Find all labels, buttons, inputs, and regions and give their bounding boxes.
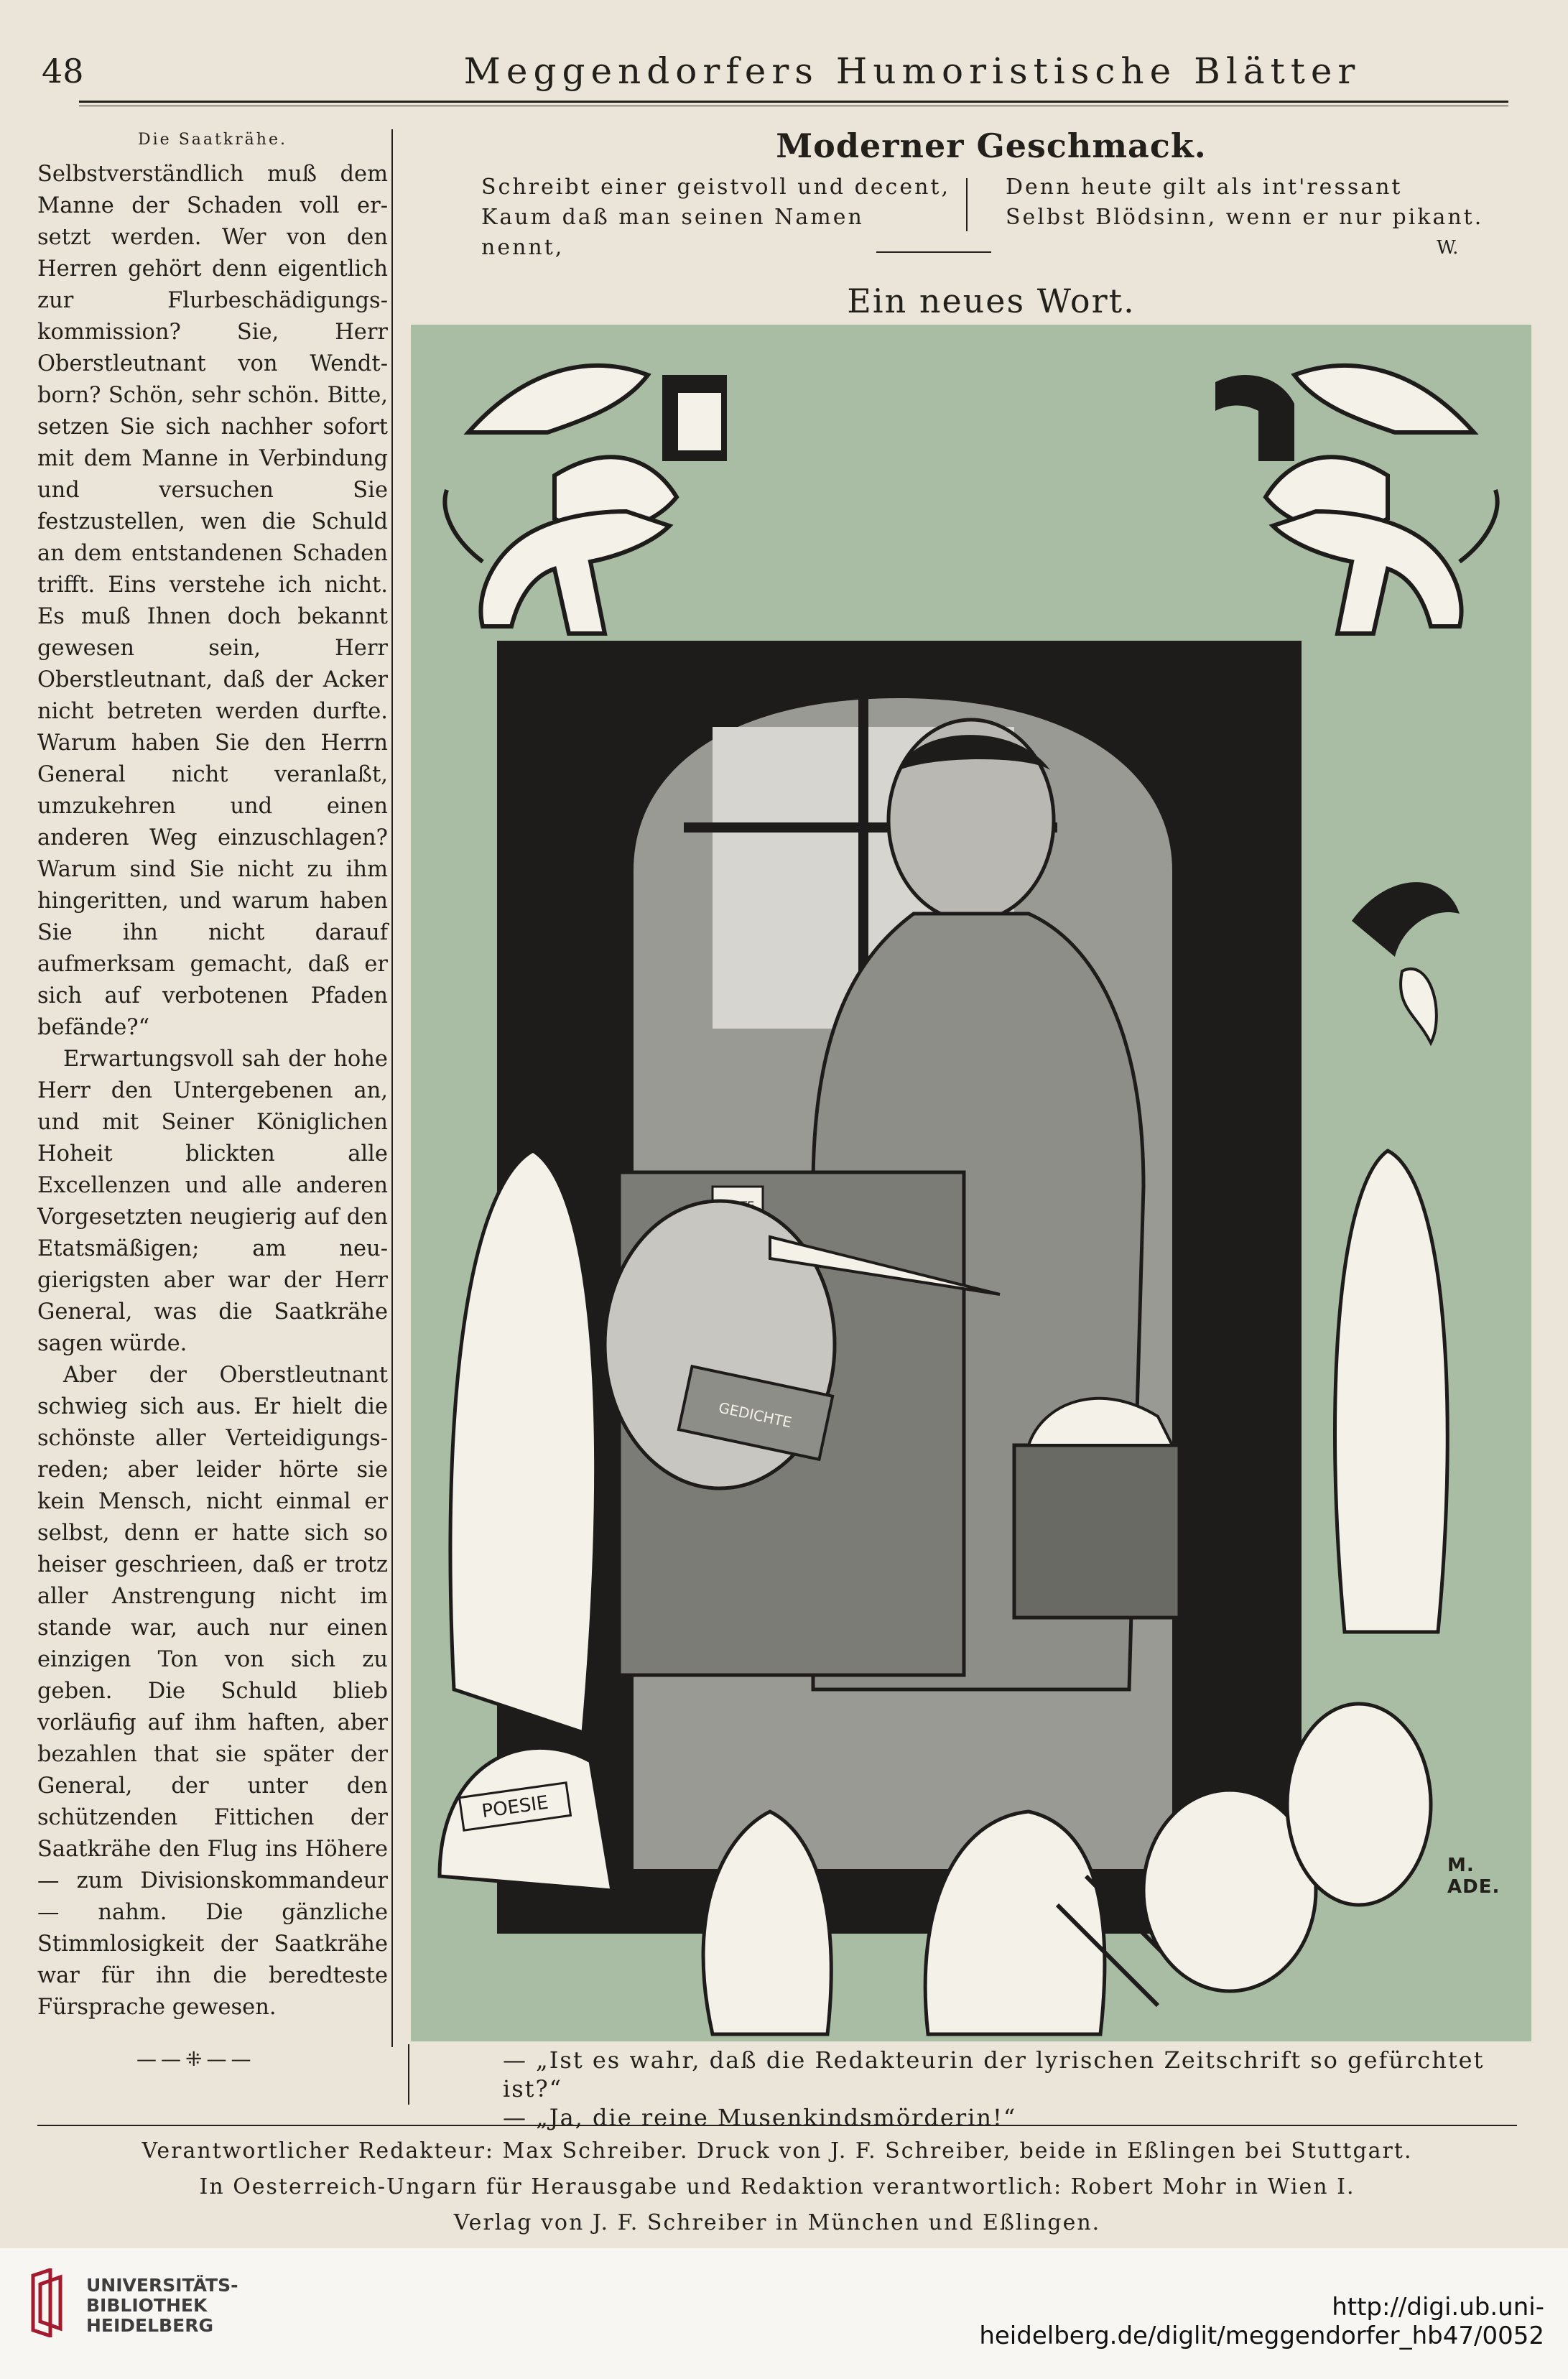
griffin-right [1266,366,1498,634]
caption-divider [408,2044,409,2105]
griffin-right-head [1215,375,1294,461]
poem-divider [966,178,968,231]
paragraph-3: Aber der Oberstleutnant schwieg sich aus. Er hielt die schönste aller Verteidigungsreden; aber leider hörte sie kein Mensch, nicht einmal er selbst, denn er hatte sich so heiser geschrieen, daß er trotz aller Anstrengung nicht im stande war, auch nur einen einzigen Ton von sich zu geben. Die Schuld blieb vorläufig auf ihm haften, aber bezahlen that sie später der General, der unter den schützenden Fittichen der Saatkrähe den Flug ins Höhere — zum Divisionskommandeur — nahm. Die gänzliche Stimmlosigkeit der Saatkrähe war für ihn die beredteste Fürsprache gewesen. [37,1363,388,2020]
section-end-ornament: ——⁜—— [136,2047,256,2071]
short-rule [876,251,991,253]
waste-basket [1014,1445,1179,1618]
drum-barrel [1287,1704,1431,1905]
left-column [37,131,388,2023]
poem-line: Selbst Blödsinn, wenn er nur pikant. [1006,205,1484,230]
paragraph-2: Erwartungsvoll sah der hohe Herr den Untergebenen an, und mit Seiner Königlichen Hoheit blickten alle Excellenzen und alle anderen Vorgesetzten neugierig auf den Etatsmäßigen; am neugierigsten aber war der Herr General, was die Saatkrähe sagen würde. [37,1047,388,1356]
poem-line: Denn heute gilt als int'ressant [1006,175,1403,200]
library-name [86,2276,238,2336]
caption-line: — „Ist es wahr, daß die Redakteurin der lyrischen Zeitschrift so gefürchtet ist?“ [503,2046,1485,2102]
column-divider [391,129,393,2047]
caption-line: — „Ja, die reine Musenkindsmörderin!“ [503,2104,1017,2131]
library-name-line: UNIVERSITÄTS- [86,2275,238,2296]
illustration-caption [503,2046,1523,2132]
bat [1352,882,1460,957]
poem-left-stanza [481,172,955,263]
running-title: Meggendorfers Humoristische Blätter [463,50,1361,92]
poem-right-stanza [1006,172,1508,233]
muse-right [1335,1151,1448,1632]
poem-line: Kaum daß man seinen Namen nennt, [481,205,864,260]
muse-left [450,1151,596,1733]
poetry-label: POESIE [480,1791,550,1823]
library-logo-icon [29,2268,70,2337]
poems-label: GEDICHTE [717,1399,794,1432]
imprint-footer [37,2133,1517,2241]
column-heading: Die Saatkrähe. [138,131,287,149]
source-url-link[interactable]: http://digi.ub.uni-heidelberg.de/diglit/meggendorfer_hb47/0052 [979,2293,1544,2350]
griffin-left-head [662,375,727,461]
poem-signature: W. [1437,237,1459,259]
page-number: 48 [42,52,84,91]
header-rule [79,101,1508,106]
paragraph-1: Selbstverständlich muß dem Manne der Schaden voll ersetzt werden. Wer von den Herren gehört denn eigentlich zur Flurbeschädigungskommission? Sie, Herr Oberstleutnant von Wendtborn? Schön, sehr schön. Bitte, setzen Sie sich nachher sofort mit dem Manne in Verbindung und versuchen Sie festzustellen, wen die Schuld an dem entstandenen Schaden trifft. Eins verstehe ich nicht. Es muß Ihnen doch bekannt gewesen sein, Herr Oberstleutnant, daß der Acker nicht betreten werden durfte. Warum haben Sie den Herrn General nicht veranlaßt, umzukehren und einen anderen Weg einzuschlagen? Warum sind Sie nicht zu ihm hingeritten, und warum haben Sie ihn nicht darauf aufmerksam gemacht, daß er sich auf verbotenen Pfaden befände?“ [37,162,388,1040]
footer-rule [37,2125,1517,2126]
imprint-line: Verantwortlicher Redakteur: Max Schreiber. Druck von J. F. Schreiber, beide in Eßlingen bei Stuttgart. [142,2138,1413,2164]
artist-signature: M. ADE. [1447,1855,1500,1898]
cartoon-illustration [411,325,1531,2041]
library-name-line: HEIDELBERG [86,2315,213,2336]
poem-line: Schreibt einer geistvoll und decent, [481,175,951,200]
cartoon-drawing [411,325,1531,2041]
imprint-line: In Oesterreich-Ungarn für Herausgabe und Redaktion verantwortlich: Robert Mohr in Wien I. [199,2174,1355,2199]
library-name-line: BIBLIOTHEK [86,2295,208,2316]
library-strip [0,2248,1568,2379]
illustration-title: Ein neues Wort. [847,282,1136,320]
imprint-line: Verlag von J. F. Schreiber in München und Eßlingen. [453,2210,1101,2235]
griffin-left [445,366,677,634]
poem-title: Moderner Geschmack. [776,126,1207,165]
